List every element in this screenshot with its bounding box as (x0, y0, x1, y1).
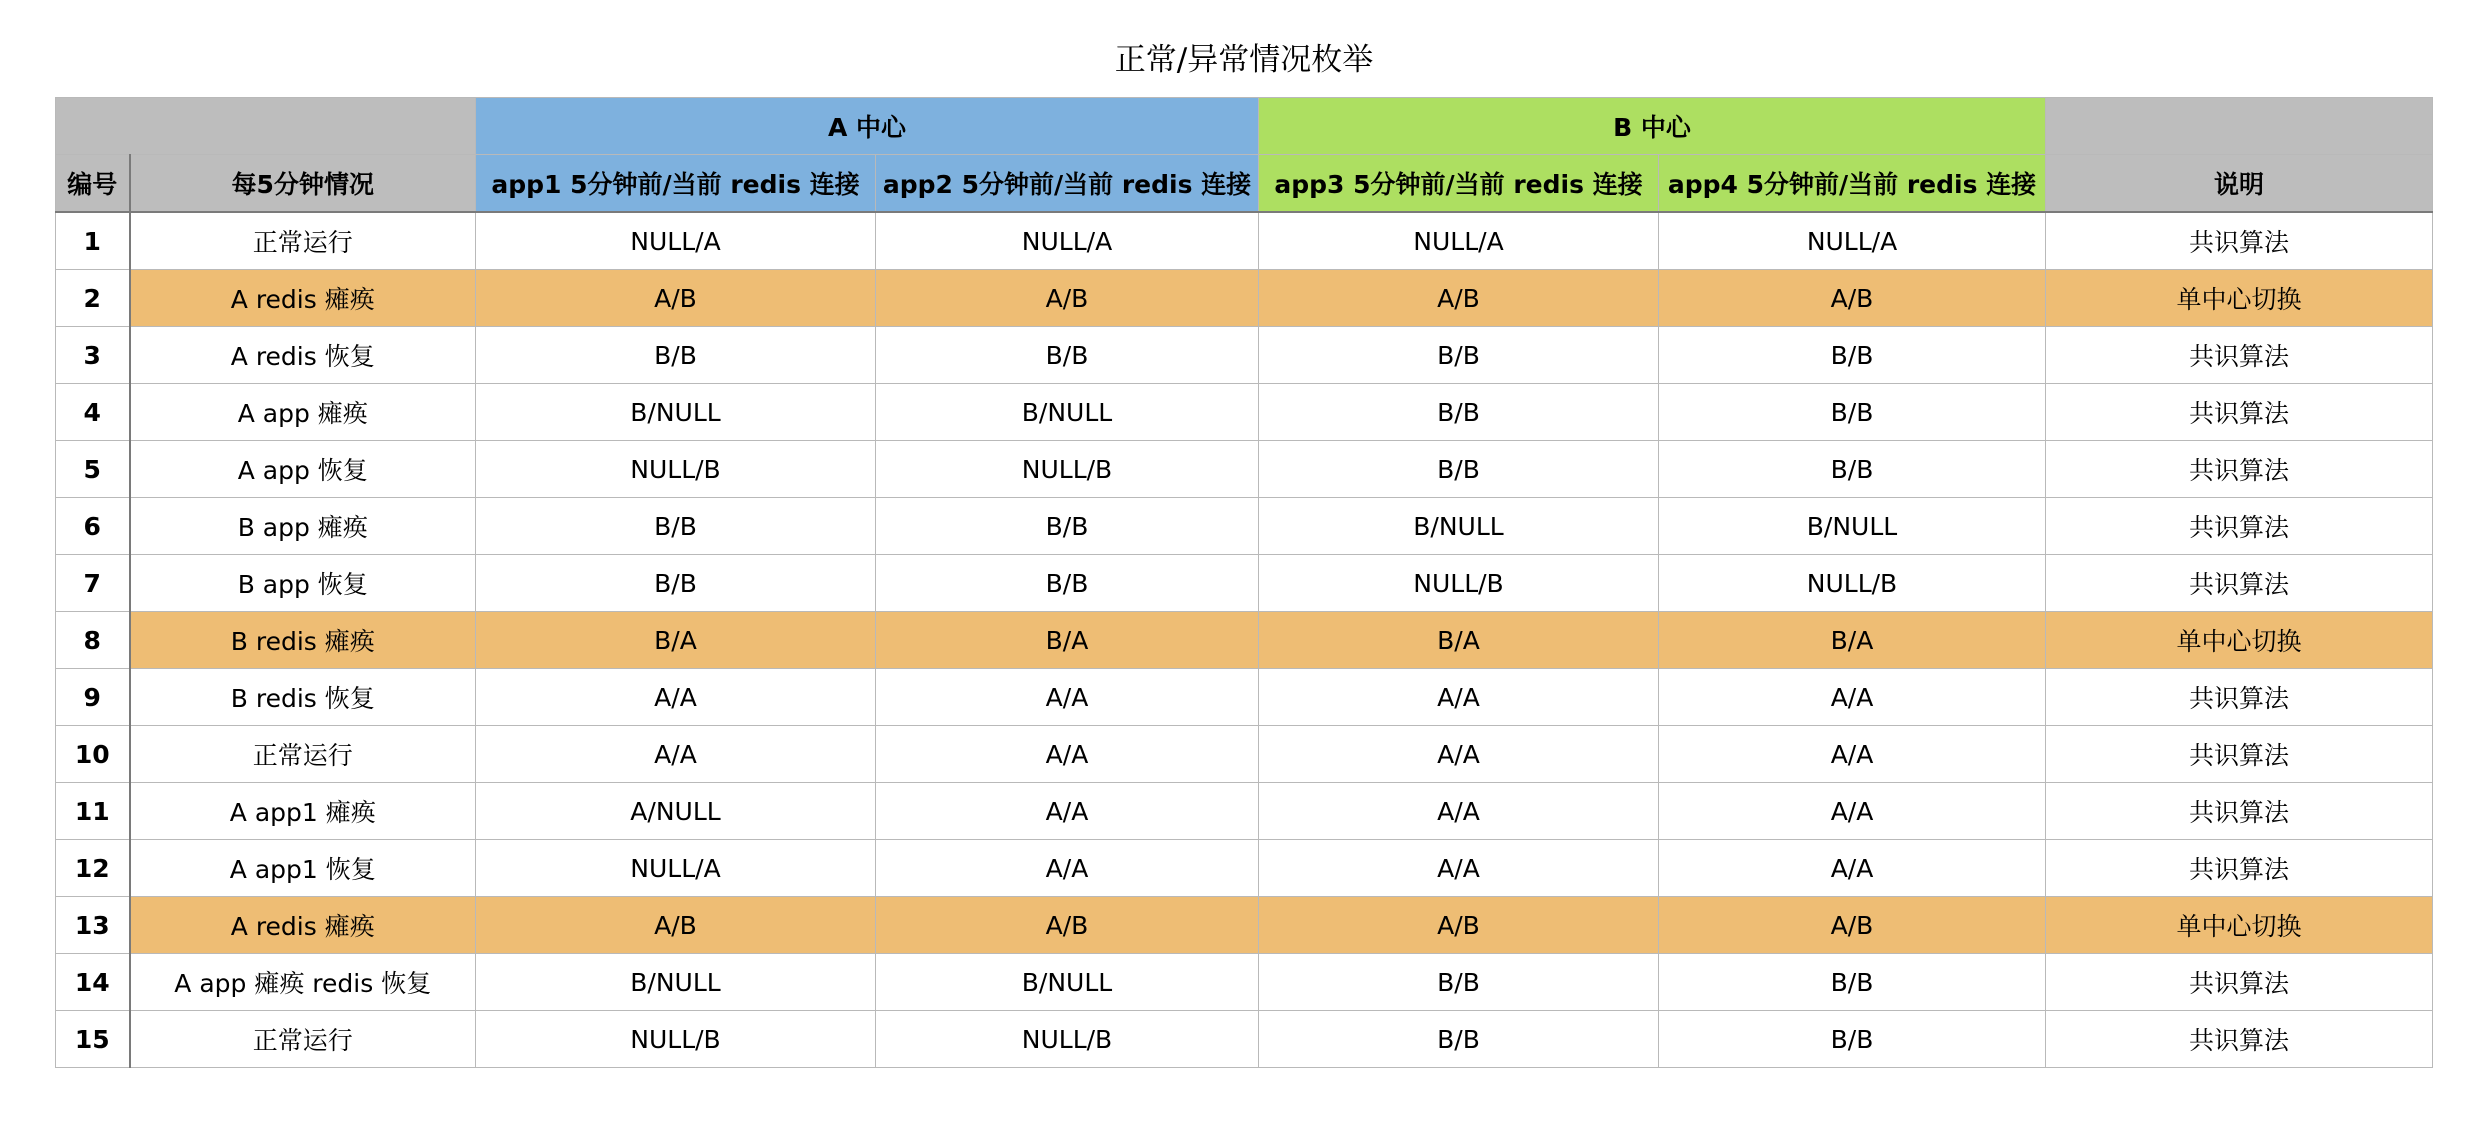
table-row (56, 840, 2433, 897)
cell-app1: NULL/A (476, 212, 876, 270)
cell-app1: B/A (476, 612, 876, 669)
table-row (56, 612, 2433, 669)
cell-app2: NULL/A (876, 212, 1259, 270)
cell-note: 共识算法 (2046, 555, 2433, 612)
cell-note: 共识算法 (2046, 498, 2433, 555)
cell-situation: A app 瘫痪 (130, 384, 476, 441)
cell-app4: A/B (1659, 270, 2046, 327)
cell-num: 5 (56, 441, 130, 498)
cell-app1: A/B (476, 270, 876, 327)
cell-app1: NULL/A (476, 840, 876, 897)
cell-note: 单中心切换 (2046, 612, 2433, 669)
table-row (56, 498, 2433, 555)
cell-app1: A/NULL (476, 783, 876, 840)
cell-note: 共识算法 (2046, 954, 2433, 1011)
header-group-blank (56, 98, 476, 155)
cell-app3: A/A (1259, 783, 1659, 840)
cell-situation: A redis 恢复 (130, 327, 476, 384)
cell-situation: A redis 瘫痪 (130, 897, 476, 954)
cell-situation: 正常运行 (130, 212, 476, 270)
cell-situation: 正常运行 (130, 1011, 476, 1068)
cell-situation: A app 恢复 (130, 441, 476, 498)
page-title: 正常/异常情况枚举 (1114, 42, 1374, 78)
cell-note: 共识算法 (2046, 726, 2433, 783)
table-row (56, 441, 2433, 498)
cell-app2: B/B (876, 498, 1259, 555)
cell-app4: B/NULL (1659, 498, 2046, 555)
cell-app3: B/B (1259, 384, 1659, 441)
cell-note: 共识算法 (2046, 840, 2433, 897)
cell-app1: A/B (476, 897, 876, 954)
cell-num: 11 (56, 783, 130, 840)
cell-app4: B/B (1659, 384, 2046, 441)
cell-app4: NULL/B (1659, 555, 2046, 612)
cell-app2: B/B (876, 327, 1259, 384)
column-header-app2: app2 5分钟前/当前 redis 连接 (876, 155, 1259, 213)
cell-num: 8 (56, 612, 130, 669)
cell-num: 9 (56, 669, 130, 726)
table-row (56, 726, 2433, 783)
cell-app2: B/A (876, 612, 1259, 669)
table-row (56, 954, 2433, 1011)
cell-app2: NULL/B (876, 1011, 1259, 1068)
cell-num: 6 (56, 498, 130, 555)
cell-note: 单中心切换 (2046, 897, 2433, 954)
cell-app1: NULL/B (476, 1011, 876, 1068)
cell-situation: 正常运行 (130, 726, 476, 783)
cell-note: 共识算法 (2046, 669, 2433, 726)
header-group-note-blank (2046, 98, 2433, 155)
header-column-row (56, 155, 2433, 213)
cell-app1: B/NULL (476, 954, 876, 1011)
cell-app2: A/A (876, 726, 1259, 783)
cell-situation: B redis 恢复 (130, 669, 476, 726)
cell-num: 14 (56, 954, 130, 1011)
table-row (56, 327, 2433, 384)
table-row (56, 669, 2433, 726)
cell-app2: A/A (876, 669, 1259, 726)
cell-app4: NULL/A (1659, 212, 2046, 270)
cell-app3: A/A (1259, 840, 1659, 897)
cell-app2: A/A (876, 840, 1259, 897)
cell-app2: B/B (876, 555, 1259, 612)
cell-app3: NULL/B (1259, 555, 1659, 612)
table-body (56, 212, 2433, 1068)
cell-app3: A/B (1259, 270, 1659, 327)
cell-app1: B/B (476, 327, 876, 384)
cell-note: 共识算法 (2046, 327, 2433, 384)
cell-num: 13 (56, 897, 130, 954)
scenario-table (55, 97, 2433, 1068)
cell-app3: B/B (1259, 327, 1659, 384)
cell-note: 共识算法 (2046, 783, 2433, 840)
cell-app2: A/B (876, 897, 1259, 954)
cell-num: 4 (56, 384, 130, 441)
cell-app3: B/B (1259, 1011, 1659, 1068)
cell-num: 2 (56, 270, 130, 327)
cell-situation: B redis 瘫痪 (130, 612, 476, 669)
column-header-app3: app3 5分钟前/当前 redis 连接 (1259, 155, 1659, 213)
cell-app1: B/NULL (476, 384, 876, 441)
cell-app2: NULL/B (876, 441, 1259, 498)
cell-app3: B/NULL (1259, 498, 1659, 555)
cell-app4: B/B (1659, 1011, 2046, 1068)
header-group-a-center: A 中心 (476, 98, 1259, 155)
cell-app1: NULL/B (476, 441, 876, 498)
cell-app4: A/A (1659, 840, 2046, 897)
cell-note: 共识算法 (2046, 212, 2433, 270)
table-row (56, 783, 2433, 840)
cell-app3: NULL/A (1259, 212, 1659, 270)
cell-app4: A/B (1659, 897, 2046, 954)
cell-app2: A/B (876, 270, 1259, 327)
cell-app1: B/B (476, 498, 876, 555)
table-row (56, 384, 2433, 441)
cell-app4: A/A (1659, 669, 2046, 726)
cell-situation: A redis 瘫痪 (130, 270, 476, 327)
cell-num: 12 (56, 840, 130, 897)
cell-num: 10 (56, 726, 130, 783)
column-header-num: 编号 (56, 155, 130, 213)
cell-note: 共识算法 (2046, 384, 2433, 441)
cell-app3: A/A (1259, 726, 1659, 783)
cell-num: 3 (56, 327, 130, 384)
column-header-app4: app4 5分钟前/当前 redis 连接 (1659, 155, 2046, 213)
header-group-b-center: B 中心 (1259, 98, 2046, 155)
cell-app2: A/A (876, 783, 1259, 840)
cell-situation: B app 恢复 (130, 555, 476, 612)
table-row (56, 212, 2433, 270)
cell-app3: B/A (1259, 612, 1659, 669)
table-row (56, 555, 2433, 612)
column-header-situation: 每5分钟情况 (130, 155, 476, 213)
table-header (56, 98, 2433, 213)
table-row (56, 897, 2433, 954)
column-header-app1: app1 5分钟前/当前 redis 连接 (476, 155, 876, 213)
cell-note: 单中心切换 (2046, 270, 2433, 327)
cell-situation: A app 瘫痪 redis 恢复 (130, 954, 476, 1011)
cell-app4: B/B (1659, 954, 2046, 1011)
cell-app1: A/A (476, 669, 876, 726)
cell-app3: A/A (1259, 669, 1659, 726)
cell-app4: B/B (1659, 327, 2046, 384)
cell-app4: A/A (1659, 783, 2046, 840)
cell-situation: B app 瘫痪 (130, 498, 476, 555)
table-row (56, 270, 2433, 327)
cell-app3: B/B (1259, 954, 1659, 1011)
cell-num: 15 (56, 1011, 130, 1068)
cell-note: 共识算法 (2046, 1011, 2433, 1068)
cell-app4: B/B (1659, 441, 2046, 498)
cell-app2: B/NULL (876, 384, 1259, 441)
cell-situation: A app1 恢复 (130, 840, 476, 897)
cell-note: 共识算法 (2046, 441, 2433, 498)
header-group-row (56, 98, 2433, 155)
cell-app3: A/B (1259, 897, 1659, 954)
cell-app4: B/A (1659, 612, 2046, 669)
cell-app4: A/A (1659, 726, 2046, 783)
cell-app1: B/B (476, 555, 876, 612)
cell-app3: B/B (1259, 441, 1659, 498)
table-row (56, 1011, 2433, 1068)
column-header-note: 说明 (2046, 155, 2433, 213)
cell-situation: A app1 瘫痪 (130, 783, 476, 840)
cell-num: 7 (56, 555, 130, 612)
cell-app1: A/A (476, 726, 876, 783)
cell-app2: B/NULL (876, 954, 1259, 1011)
cell-num: 1 (56, 212, 130, 270)
